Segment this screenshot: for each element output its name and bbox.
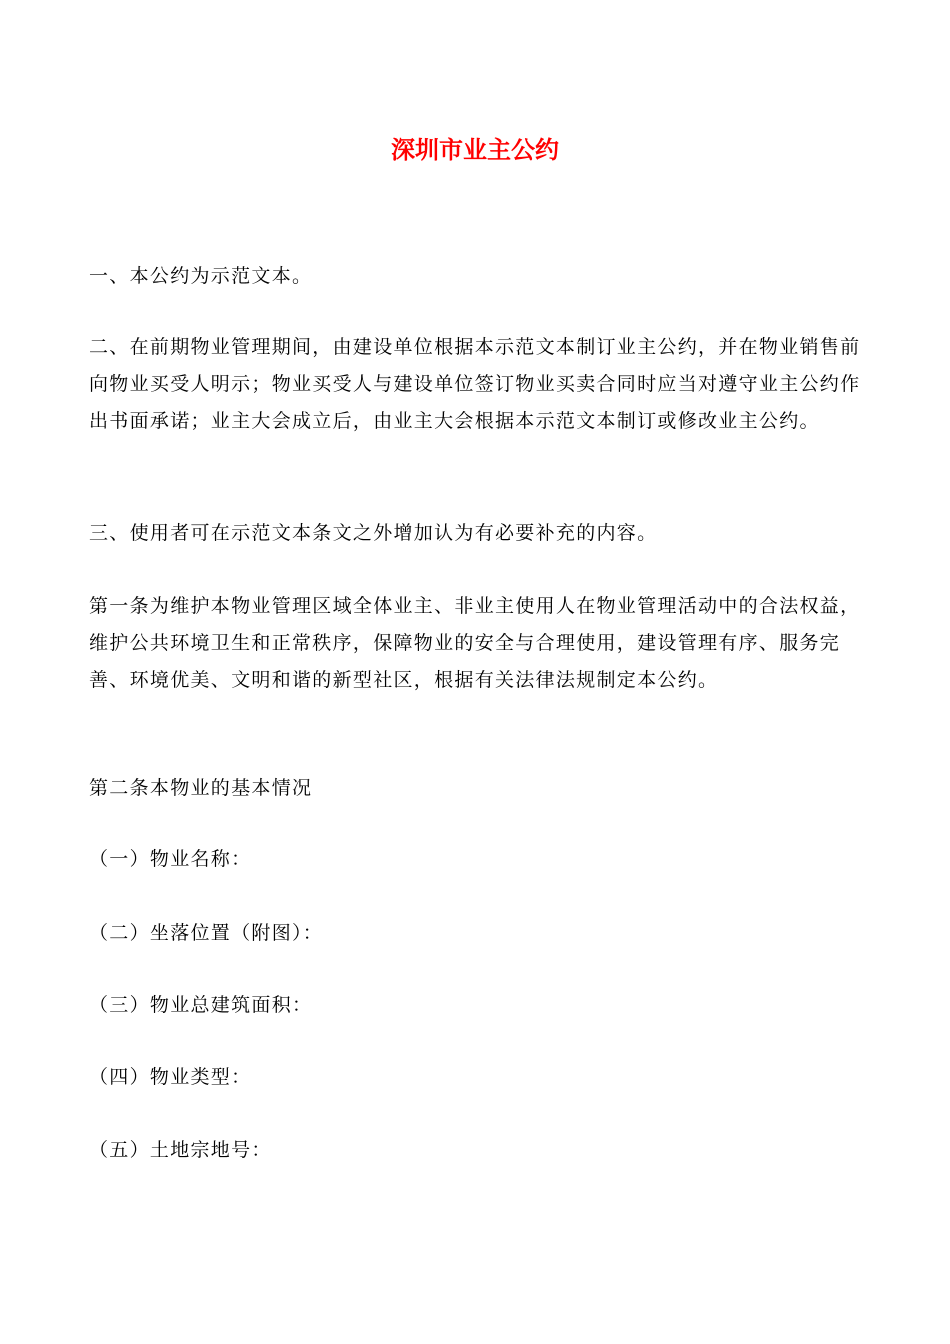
document-title: 深圳市业主公约 [391, 136, 559, 164]
property-location-item: （二）坐落位置（附图）： [89, 922, 324, 944]
property-name-item: （一）物业名称： [89, 848, 252, 870]
article-two-heading: 第二条本物业的基本情况 [89, 777, 313, 799]
property-type-item: （四）物业类型： [89, 1066, 252, 1088]
paragraph-model-text-notice: 一、本公约为示范文本。 [89, 265, 313, 287]
paragraph-supplement-content: 三、使用者可在示范文本条文之外增加认为有必要补充的内容。 [89, 522, 658, 544]
paragraph-formulation-procedure: 二、在前期物业管理期间，由建设单位根据本示范文本制订业主公约，并在物业销售前向物业买受人明示；物业买受人与建设单位签订物业买卖合同时应当对遵守业主公约作出书面承诺；业主大会成立后，由业主大会根据本示范文本制订或修改业主公约。 [89, 336, 861, 432]
land-parcel-number-item: （五）土地宗地号： [89, 1139, 272, 1161]
property-floor-area-item: （三）物业总建筑面积： [89, 994, 313, 1016]
article-one: 第一条为维护本物业管理区域全体业主、非业主使用人在物业管理活动中的合法权益，维护公共环境卫生和正常秩序，保障物业的安全与合理使用，建设管理有序、服务完善、环境优美、文明和谐的新型社区，根据有关法律法规制定本公约。 [89, 595, 861, 691]
